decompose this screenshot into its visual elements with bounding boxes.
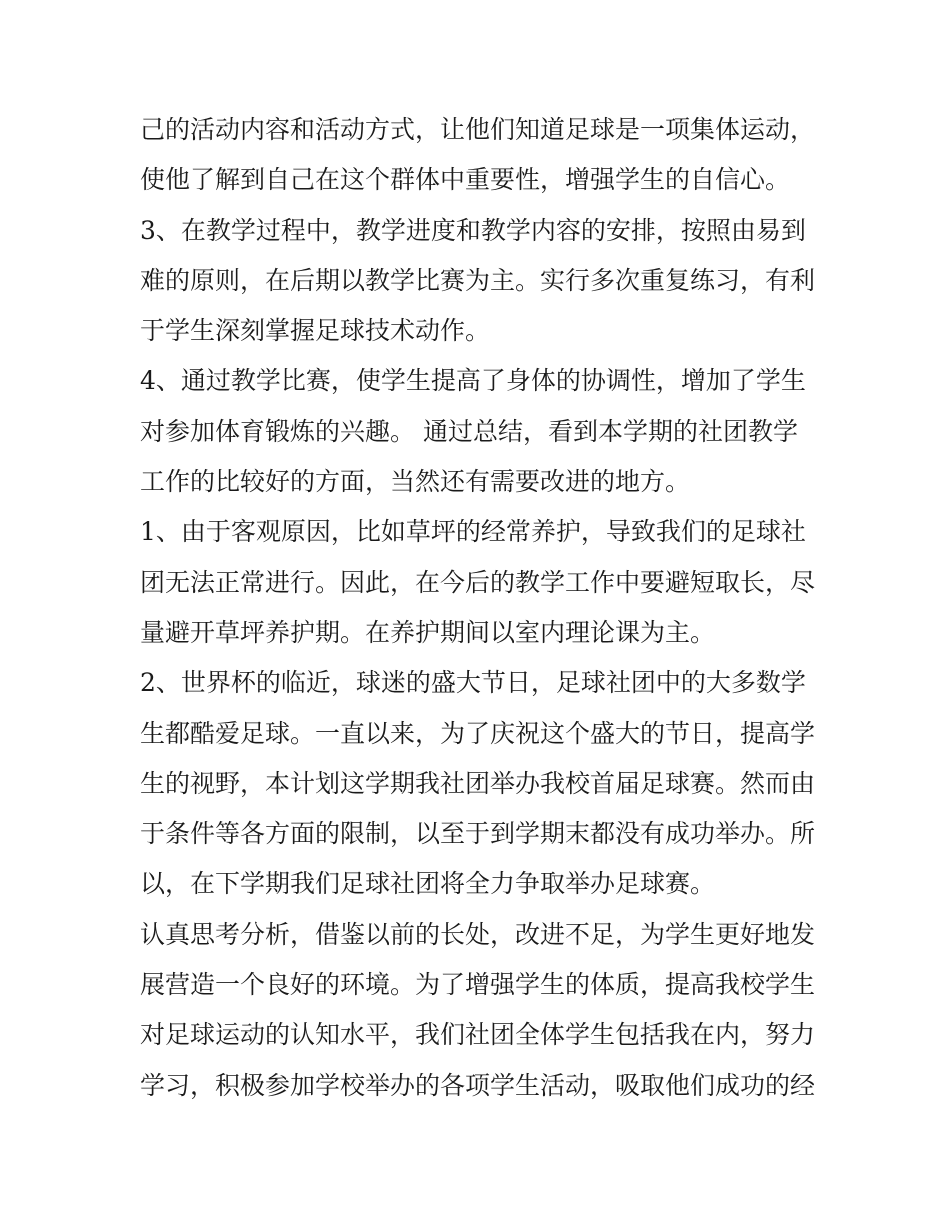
text-line: 难的原则，在后期以教学比赛为主。实行多次重复练习，有利 [140,265,816,295]
text-line: 生都酷爱足球。一直以来，为了庆祝这个盛大的节日，提高学 [140,718,816,748]
text-line: 生的视野，本计划这学期我社团举办我校首届足球赛。然而由 [140,768,816,798]
text-line: 使他了解到自己在这个群体中重要性，增强学生的自信心。 [140,165,791,195]
text-line: 于学生深刻掌握足球技术动作。 [140,316,491,346]
document-body [140,105,820,1111]
text-line: 于条件等各方面的限制，以至于到学期末都没有成功举办。所 [140,819,816,849]
text-line: 对参加体育锻炼的兴趣。 通过总结，看到本学期的社团教学 [140,416,798,446]
text-line: 己的活动内容和活动方式，让他们知道足球是一项集体运动， [140,115,816,144]
text-line: 以，在下学期我们足球社团将全力争取举办足球赛。 [140,869,716,899]
text-line: 3、在教学过程中，教学进度和教学内容的安排，按照由易到 [140,215,806,245]
text-line: 量避开草坪养护期。在养护期间以室内理论课为主。 [140,617,716,647]
text-line: 团无法正常进行。因此，在今后的教学工作中要避短取长，尽 [140,567,816,597]
text-line: 认真思考分析，借鉴以前的长处，改进不足，为学生更好地发 [140,919,816,949]
text-line: 对足球运动的认知水平，我们社团全体学生包括我在内，努力 [140,1020,816,1050]
text-line: 1、由于客观原因，比如草坪的经常养护，导致我们的足球社 [140,517,806,547]
text-line: 展营造一个良好的环境。为了增强学生的体质，提高我校学生 [140,970,816,1000]
text-line: 学习，积极参加学校举办的各项学生活动，吸取他们成功的经 [140,1070,816,1100]
text-line: 2、世界杯的临近，球迷的盛大节日，足球社团中的大多数学 [140,668,806,698]
text-line: 工作的比较好的方面，当然还有需要改进的地方。 [140,467,691,497]
text-line: 4、通过教学比赛，使学生提高了身体的协调性，增加了学生 [140,366,806,396]
